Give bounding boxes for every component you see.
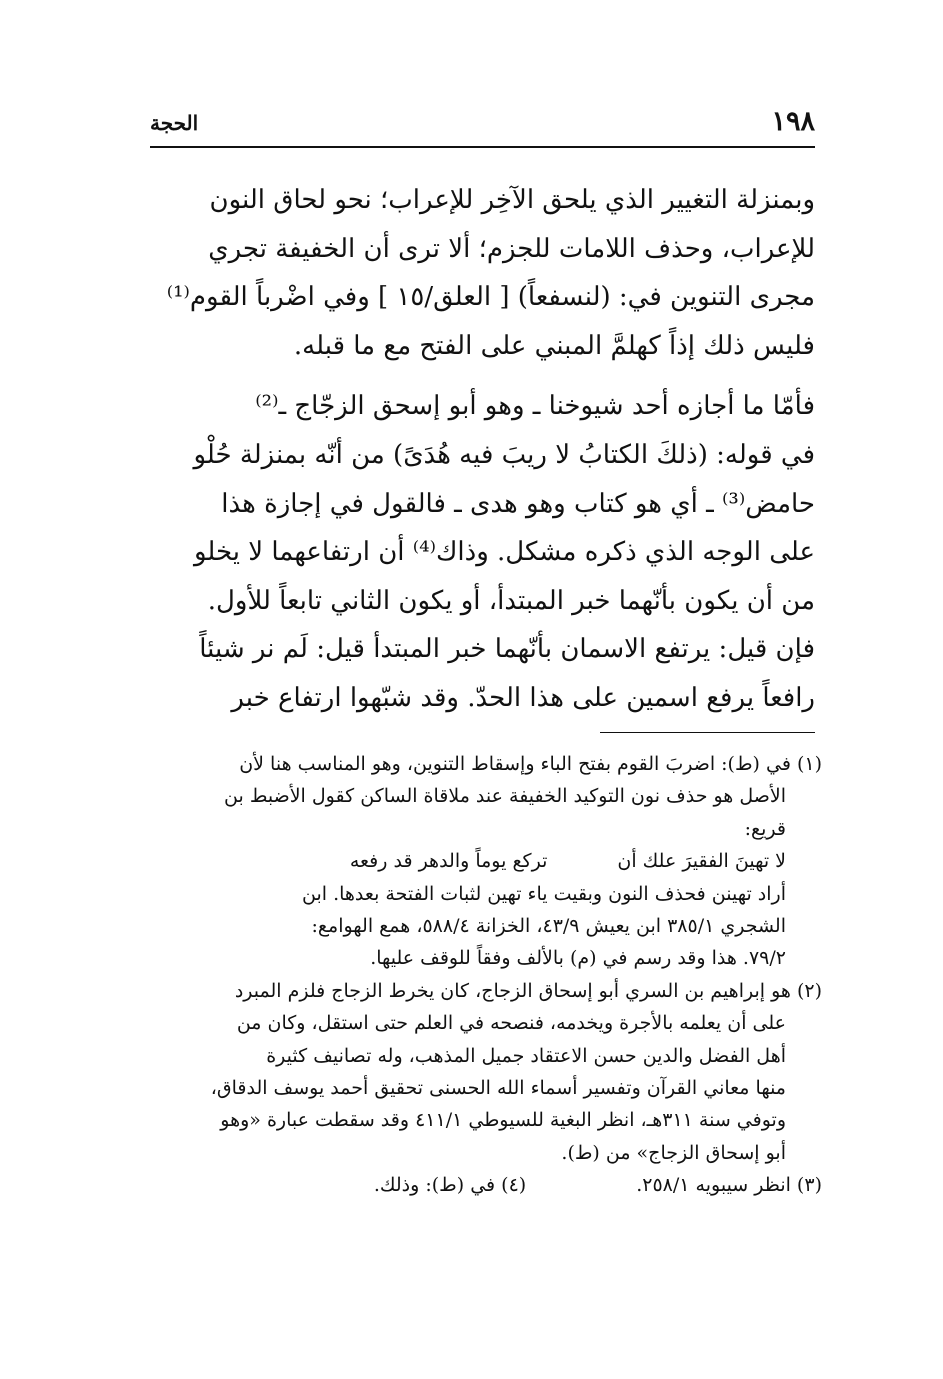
main-text: [150, 176, 815, 723]
footnote-2-line: وتوفي سنة ٣١١هـ، انظر البغية للسيوطي ٤١١/١ وقد سقطت عبارة «وهو: [220, 1109, 786, 1132]
verse-second-hemistich: تركع يوماً والدهر قد رفعه: [349, 850, 548, 873]
footnote-2-line: أبو إسحاق الزجاج» من (ط).: [561, 1141, 786, 1164]
page-header: [150, 100, 815, 148]
footnote-1-line: (١) في (ط): اضربَ القوم بفتح الباء وإسقاط التنوين، وهو المناسب هنا لأن: [239, 753, 822, 775]
footnote-1-line: ٧٩/٢. هذا وقد رسم في (م) بالألف وفقاً للوقف عليها.: [370, 947, 786, 970]
verse-first-hemistich: لا تهينَ الفقيرَ علك أن: [617, 850, 786, 873]
footnote-1-line: قريع:: [744, 817, 786, 840]
footnote-1-line: الشجري ٣٨٥/١ ابن يعيش ٤٣/٩، الخزانة ٥٨٨/٤، همع الهوامع:: [311, 914, 786, 937]
text-line: رافعاً يرفع اسمين على هذا الحدّ. وقد شبّهوا ارتفاع خبر: [231, 682, 815, 713]
running-title: الحجة: [150, 111, 199, 135]
text-line: مجرى التنوين في: (لنسفعاً) [ العلق/١٥ ] وفي اضْرباً القوم⁽¹⁾: [166, 282, 815, 313]
text-line: على الوجه الذي ذكره مشكل. وذاك⁽⁴⁾ أن ارتفاعهما لا يخلو: [193, 537, 815, 568]
text-line: فأمّا ما أجازه أحد شيوخنا ـ وهو أبو إسحق الزجّاج ـ⁽²⁾: [255, 391, 815, 422]
footnote-2-line: (٢) هو إبراهيم بن السري أبو إسحاق الزجاج، كان يخرط الزجاج فلزم المبرد: [234, 979, 822, 1002]
page-number: ١٩٨: [771, 106, 815, 137]
footnote-3: (٣) انظر سيبويه ٢٥٨/١.: [636, 1174, 822, 1197]
footnote-1-line: أراد تهينن فحذف النون وبقيت ياء تهين لثبات الفتحة بعدها. ابن: [302, 882, 786, 905]
text-line: حامض⁽³⁾ ـ أي هو كتاب وهو هدى ـ فالقول في إجازة هذا: [221, 488, 815, 519]
footnote-separator: [600, 732, 815, 733]
footnote-4: (٤) في (ط): وذلك.: [373, 1174, 527, 1197]
footnote-1-line: الأصل هو حذف نون التوكيد الخفيفة عند ملاقاة الساكن كقول الأضبط بن: [224, 785, 786, 808]
footnote-2-line: أهل الفضل والدين حسن الاعتقاد جميل المذهب، وله تصانيف كثيرة: [266, 1044, 786, 1067]
footnotes: [150, 748, 822, 1201]
paragraph-break: [150, 370, 815, 382]
footnote-2-line: على أن يعلمه بالأجرة ويخدمه، فنصحه في العلم حتى استقل، وكان من: [236, 1012, 786, 1035]
text-line: وبمنزلة التغيير الذي يلحق الآخِر للإعراب؛ نحو لحاق النون: [209, 185, 815, 215]
text-line: فإن قيل: يرتفع الاسمان بأنّهما خبر المبتدأ قيل: لَم نر شيئاً: [199, 634, 815, 665]
text-line: فليس ذلك إذاً كهلمَّ المبني على الفتح مع ما قبله.: [293, 330, 815, 361]
poetry-verse: [150, 845, 822, 877]
footnotes-3-4: [150, 1169, 822, 1201]
text-line: في قوله: (ذلكَ الكتابُ لا ريبَ فيه هُدَىً) من أنّه بمنزلة حُلْو: [193, 439, 815, 470]
footnote-2-line: منها معاني القرآن وتفسير أسماء الله الحسنى تحقيق أحمد يوسف الدقاق،: [210, 1076, 786, 1099]
text-line: من أن يكون بأنّهما خبر المبتدأ، أو يكون الثاني تابعاً للأول.: [207, 585, 815, 616]
text-line: للإعراب، وحذف اللامات للجزم؛ ألا ترى أن الخفيفة تجري: [208, 233, 815, 264]
